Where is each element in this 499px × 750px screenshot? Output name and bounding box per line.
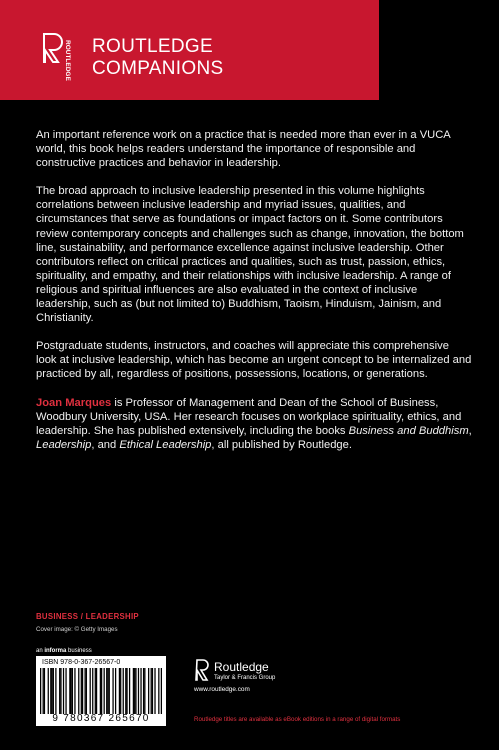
author-bio — [36, 396, 472, 452]
barcode-bar — [152, 668, 153, 714]
barcode-bar — [95, 668, 96, 714]
barcode-bar — [50, 668, 51, 714]
barcode-bar — [115, 668, 116, 714]
barcode-bar — [81, 668, 82, 714]
barcode-bar — [106, 668, 107, 714]
barcode-bar — [133, 668, 134, 714]
publisher-group: Taylor & Francis Group — [214, 675, 276, 681]
book-title-1: Business and Buddhism — [348, 424, 469, 437]
barcode-bar — [154, 668, 155, 714]
informa-business-label: an informa business — [36, 648, 92, 654]
barcode-bar — [104, 668, 105, 714]
barcode-bar — [69, 668, 70, 714]
barcode-bar — [151, 668, 152, 714]
barcode-bar — [40, 668, 41, 714]
barcode-bar — [90, 668, 91, 714]
barcode-bar — [143, 668, 144, 714]
series-title-line2: COMPANIONS — [92, 58, 224, 79]
routledge-r-logo-icon — [194, 658, 212, 682]
barcode-bar — [65, 668, 66, 714]
author-bio-text: is Professor of Management and Dean of the School of Business, Woodbury University, USA. Her research focuses on workplace spirituality, ethics, and leadership. She has published extensively, including the books — [36, 396, 462, 437]
barcode-bar — [144, 668, 145, 714]
barcode-bar — [100, 668, 101, 714]
barcode-bar — [72, 668, 73, 714]
barcode-bars — [40, 668, 162, 714]
barcode-bar — [92, 668, 93, 714]
barcode-bar — [86, 668, 87, 714]
barcode-bar — [129, 668, 130, 714]
barcode-bar — [63, 668, 64, 714]
barcode-bar — [109, 668, 110, 714]
barcode-bar — [119, 668, 120, 714]
barcode-bar — [101, 668, 102, 714]
bio-ending: , all published by Routledge. — [211, 438, 352, 451]
barcode-bar — [82, 668, 83, 714]
barcode-bar — [158, 668, 159, 714]
routledge-vertical-logo-icon — [40, 32, 74, 92]
barcode-bar — [107, 668, 108, 714]
blurb-paragraph-1: An important reference work on a practice that is needed more than ever in a VUCA world, this book helps readers understand the importance of responsible and constructive practices and behavior in leadership. — [36, 129, 451, 170]
book-title-2: Leadership — [36, 438, 92, 451]
barcode-bar — [60, 668, 61, 714]
barcode-bar — [123, 668, 124, 714]
barcode-bar — [138, 668, 139, 714]
barcode-bar — [140, 668, 141, 714]
book-title-3: Ethical Leadership — [119, 438, 212, 451]
barcode-number: 9 780367 265670 — [52, 713, 150, 724]
barcode-bar — [148, 668, 149, 714]
barcode-bar — [84, 668, 85, 714]
publisher-name: Routledge — [214, 660, 269, 674]
cover-image-credit: Cover image: © Getty Images — [36, 626, 118, 633]
barcode-bar — [71, 668, 72, 714]
barcode-bar — [96, 668, 97, 714]
subject-category: BUSINESS / LEADERSHIP — [36, 612, 139, 621]
barcode-bar — [44, 668, 45, 714]
logo-text: ROUTLEDGE — [64, 40, 71, 81]
bio-separator-2: , and — [91, 438, 120, 451]
ebook-availability-note: Routledge titles are available as eBook editions in a range of digital formats — [194, 716, 401, 723]
barcode-bar — [125, 668, 126, 714]
barcode-bar — [55, 668, 56, 714]
back-cover-text — [36, 128, 472, 466]
blurb-paragraph-3: Postgraduate students, instructors, and coaches will appreciate this comprehensive look at inclusive leadership, which has become an urgent concept to be internalized and practiced by all, regardless of positions, possessions, locations, or generations. — [36, 340, 472, 381]
barcode-bar — [48, 668, 49, 714]
series-title-line1: ROUTLEDGE — [92, 36, 213, 57]
barcode-bar — [126, 668, 127, 714]
barcode-bar — [134, 668, 135, 714]
isbn-label: ISBN 978-0-367-26567-0 — [42, 659, 121, 666]
barcode-bar — [51, 668, 52, 714]
author-name: Joan Marques — [36, 396, 112, 409]
barcode-bar — [43, 668, 44, 714]
barcode-bar — [135, 668, 136, 714]
barcode-bar — [74, 668, 75, 714]
isbn-barcode — [36, 656, 166, 726]
barcode-bar — [112, 668, 113, 714]
barcode-bar — [59, 668, 60, 714]
series-banner — [0, 0, 379, 100]
barcode-bar — [53, 668, 54, 714]
blurb-paragraph-2: The broad approach to inclusive leadership presented in this volume highlights correlations between inclusive leadership and myriad issues, qualities, and circumstances that serve as foundations or impact factors on it. Some contributors review contemporary concepts and challenges such as change, innovation, the bottom line, sustainability, and performance excellence against inclusive leadership. Other contributors reflect on critical practices and qualities, such as trust, passion, ethics, spirituality, and empathy, and their relationships with inclusive leadership. A range of religious and spiritual influences are also evaluated in the context of inclusive leadership, such as (but not limited to) Buddhism, Taoism, Hinduism, Jainism, and Christianity. — [36, 185, 464, 325]
barcode-bar — [78, 668, 79, 714]
bio-separator-1: , — [468, 424, 472, 437]
barcode-bar — [120, 668, 121, 714]
publisher-url: www.routledge.com — [194, 686, 250, 693]
barcode-bar — [161, 668, 162, 714]
